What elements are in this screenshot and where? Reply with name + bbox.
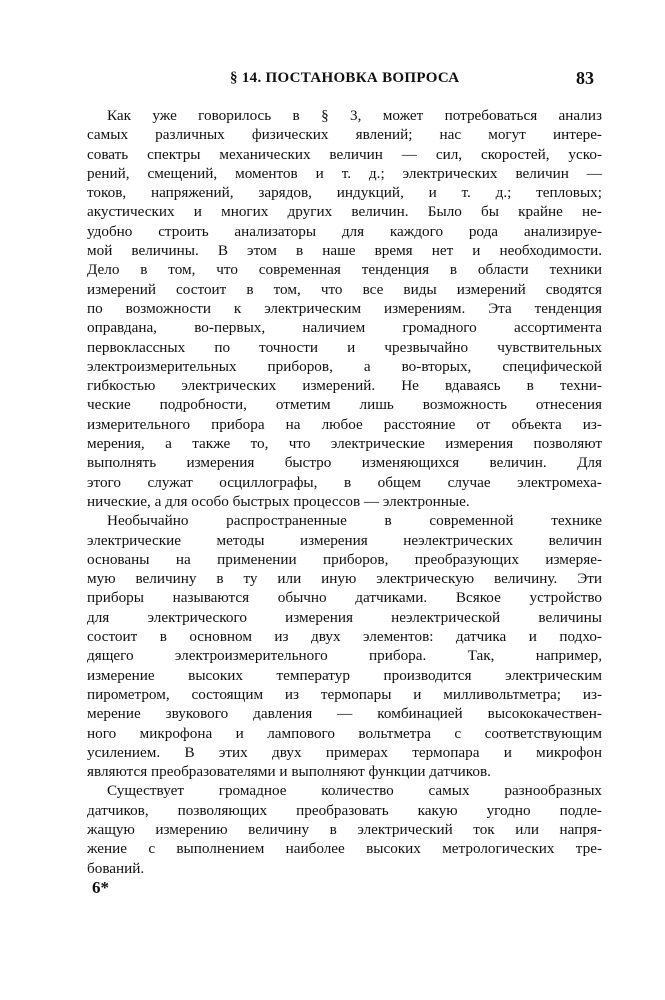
signature-mark: 6* [92, 878, 109, 897]
text-line: измерение высоких температур производится электрическим [87, 666, 602, 684]
text-line: бований. [87, 859, 145, 877]
paragraph [87, 781, 602, 877]
text-line: нические, а для особо быстрых процессов — электронные. [87, 492, 470, 510]
text-line: ного микрофона и лампового вольтметра с соответствующим [87, 724, 602, 742]
text-line: оправдана, во-первых, наличием громадного ассортимента [87, 319, 602, 337]
text-line: электроизмерительных приборов, а во-вторых, специфической [87, 357, 602, 375]
text-line: токов, напряжений, зарядов, индукций, и т. д.; тепловых; [87, 184, 602, 202]
text-line: основаны на применении приборов, преобразующих измеряе- [87, 550, 602, 568]
page-header [90, 70, 600, 94]
text-line: выполнять измерения быстро изменяющихся величин. Для [87, 454, 602, 472]
text-line: измерительного прибора на любое расстояние от объекта из- [87, 415, 602, 433]
text-line: измерений состоит в том, что все виды измерений сводятся [87, 280, 602, 298]
text-line: мерение звукового давления — комбинацией высококачествен- [87, 705, 602, 723]
body-text [87, 106, 602, 878]
text-line: мую величину в ту или иную электрическую величину. Эти [87, 570, 602, 588]
text-line: мой величины. В этом в наше время нет и необходимости. [87, 242, 602, 260]
text-line: удобно строить анализаторы для каждого рода анализируе- [87, 222, 602, 240]
text-line: для электрического измерения неэлектрической величины [87, 608, 602, 626]
text-line: по возможности к электрическим измерениям. Эта тенденция [87, 299, 602, 317]
text-line: Необычайно распространенные в современной технике [107, 512, 602, 530]
text-line: первоклассных по точности и чрезвычайно чувствительных [87, 338, 602, 356]
text-line: усилением. В этих двух примерах термопара и микрофон [87, 743, 602, 761]
text-line: состоит в основном из двух элементов: датчика и подхо- [87, 628, 602, 646]
text-line: датчиков, позволяющих преобразовать какую угодно подле- [87, 801, 602, 819]
text-line: ческие подробности, отметим лишь возможность отнесения [87, 396, 602, 414]
text-line: Как уже говорилось в § 3, может потребоваться анализ [107, 107, 602, 124]
text-line: самых различных физических явлений; нас могут интере- [87, 126, 602, 144]
text-line: жение с выполнением наиболее высоких метрологических тре- [87, 840, 602, 858]
running-head: § 14. ПОСТАНОВКА ВОПРОСА [230, 70, 460, 86]
text-line: Дело в том, что современная тенденция в области техники [87, 261, 602, 279]
text-line: пирометром, состоящим из термопары и милливольтметра; из- [87, 685, 602, 703]
text-line: электрические методы измерения неэлектрических величин [87, 531, 602, 549]
text-line: рений, смещений, моментов и т. д.; электрических величин — [87, 164, 602, 182]
text-line: гибкостью электрических измерений. Не вдаваясь в техни- [87, 377, 602, 395]
paragraph [87, 106, 602, 511]
text-line: совать спектры механических величин — сил, скоростей, уско- [87, 145, 602, 163]
text-line: Существует громадное количество самых разнообразных [107, 782, 602, 800]
text-line: мерения, а также то, что электрические измерения позволяют [87, 435, 602, 453]
text-line: дящего электроизмерительного прибора. Так, например, [87, 647, 602, 665]
text-line: этого служат осциллографы, в общем случае электромеха- [87, 473, 602, 491]
paragraph [87, 511, 602, 781]
text-line: акустических и многих других величин. Было бы крайне не- [87, 203, 602, 221]
text-line: жащую измерению величину в электрический ток или напря- [87, 820, 602, 838]
text-line: являются преобразователями и выполняют функции датчиков. [87, 763, 491, 781]
text-line: приборы называются обычно датчиками. Всякое устройство [87, 589, 602, 607]
page-number: 83 [576, 68, 594, 88]
